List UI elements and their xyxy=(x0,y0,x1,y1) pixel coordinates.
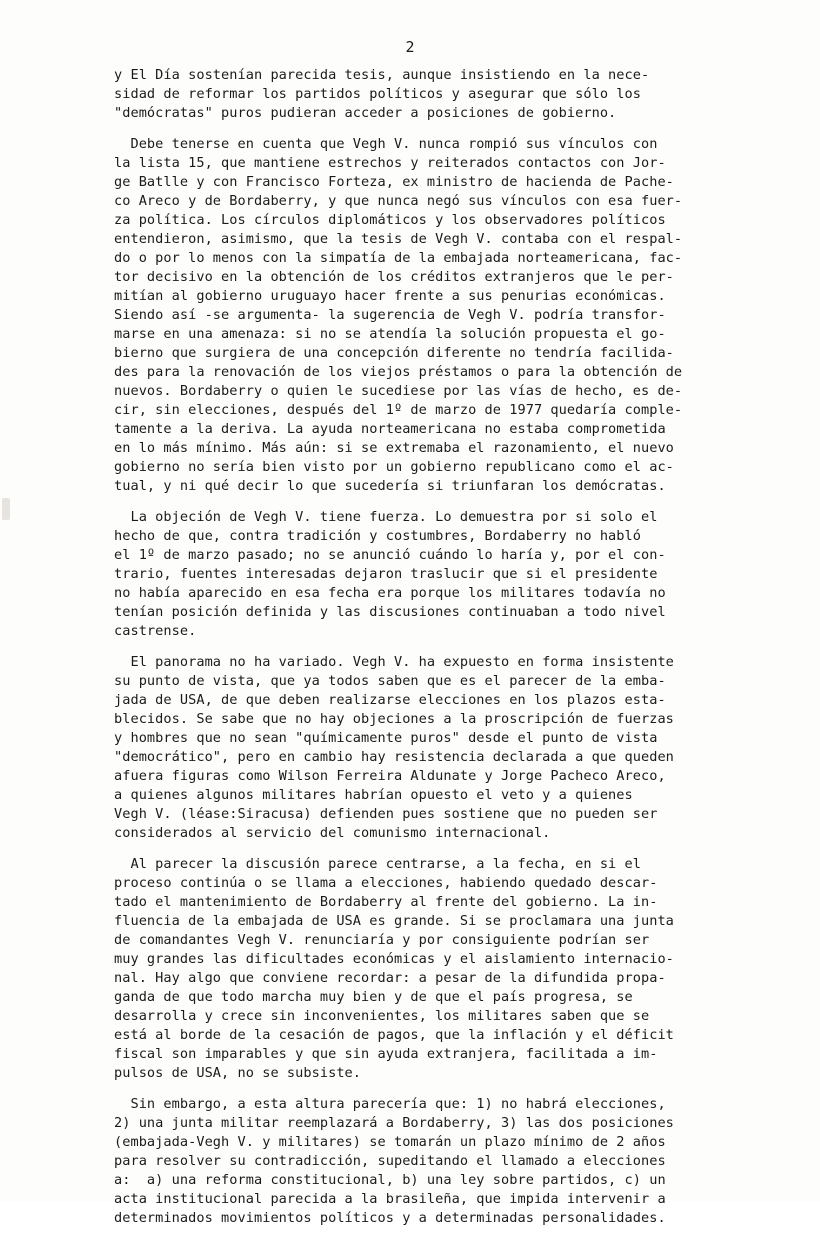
text-line: muy grandes las dificultades económicas y el aislamiento internacio- xyxy=(114,951,674,967)
text-line: Al parecer la discusión parece centrarse, a la fecha, en si el xyxy=(114,856,641,872)
text-line: determinados movimientos políticos y a determinadas personalidades. xyxy=(114,1210,666,1226)
document-body xyxy=(114,66,774,1240)
paragraph xyxy=(114,135,774,496)
text-line: (embajada-Vegh V. y militares) se tomarán un plazo mínimo de 2 años xyxy=(114,1134,666,1150)
text-line: Sin embargo, a esta altura parecería que: 1) no habrá elecciones, xyxy=(114,1096,666,1112)
text-line: "democrático", pero en cambio hay resistencia declarada a que queden xyxy=(114,749,674,765)
text-line: marse en una amenaza: si no se atendía la solución propuesta el go- xyxy=(114,326,666,342)
text-line: blecidos. Se sabe que no hay objeciones a la proscripción de fuerzas xyxy=(114,711,674,727)
text-line: gobierno no sería bien visto por un gobierno republicano como el ac- xyxy=(114,459,674,475)
text-line: la lista 15, que mantiene estrechos y reiterados contactos con Jor- xyxy=(114,155,666,171)
text-line: su punto de vista, que ya todos saben que es el parecer de la emba- xyxy=(114,673,666,689)
text-line: y El Día sostenían parecida tesis, aunque insistiendo en la nece- xyxy=(114,67,650,83)
text-line: des para la renovación de los viejos préstamos o para la obtención de xyxy=(114,364,683,380)
text-line: do o por lo menos con la simpatía de la embajada norteamericana, fac- xyxy=(114,250,683,266)
text-line: Siendo así -se argumenta- la sugerencia de Vegh V. podría transfor- xyxy=(114,307,666,323)
text-line: castrense. xyxy=(114,623,197,639)
text-line: tor decisivo en la obtención de los créditos extranjeros que le per- xyxy=(114,269,674,285)
text-line: el 1º de marzo pasado; no se anunció cuándo lo haría y, por el con- xyxy=(114,547,666,563)
text-line: afuera figuras como Wilson Ferreira Aldunate y Jorge Pacheco Areco, xyxy=(114,768,666,784)
text-line: nuevos. Bordaberry o quien le sucediese por las vías de hecho, es de- xyxy=(114,383,683,399)
text-line: Vegh V. (léase:Siracusa) defienden pues sostiene que no pueden ser xyxy=(114,806,658,822)
text-line: 2) una junta militar reemplazará a Bordaberry, 3) las dos posiciones xyxy=(114,1115,674,1131)
text-line: El panorama no ha variado. Vegh V. ha expuesto en forma insistente xyxy=(114,654,674,670)
text-line: trario, fuentes interesadas dejaron traslucir que si el presidente xyxy=(114,566,658,582)
page-number: 2 xyxy=(405,38,415,56)
paragraph xyxy=(114,66,774,123)
text-line: desarrolla y crece sin inconvenientes, los militares saben que se xyxy=(114,1008,650,1024)
text-line: co Areco y de Bordaberry, y que nunca negó sus vínculos con esa fuer- xyxy=(114,193,683,209)
text-line: ganda de que todo marcha muy bien y de que el país progresa, se xyxy=(114,989,633,1005)
paragraph xyxy=(114,653,774,843)
text-line: tual, y ni qué decir lo que sucedería si triunfaran los demócratas. xyxy=(114,478,666,494)
text-line: tado el mantenimiento de Bordaberry al frente del gobierno. La in- xyxy=(114,894,658,910)
text-line: Debe tenerse en cuenta que Vegh V. nunca rompió sus vínculos con xyxy=(114,136,658,152)
text-line: fiscal son imparables y que sin ayuda extranjera, facilitada a im- xyxy=(114,1046,658,1062)
text-line: en lo más mínimo. Más aún: si se extremaba el razonamiento, el nuevo xyxy=(114,440,674,456)
text-line: a: a) una reforma constitucional, b) una ley sobre partidos, c) un xyxy=(114,1172,666,1188)
text-line: no había aparecido en esa fecha era porque los militares todavía no xyxy=(114,585,666,601)
text-line: a quienes algunos militares habrían opuesto el veto y a quienes xyxy=(114,787,633,803)
text-line: fluencia de la embajada de USA es grande. Si se proclamara una junta xyxy=(114,913,674,929)
text-line: tenían posición definida y las discusiones continuaban a todo nivel xyxy=(114,604,666,620)
text-line: La objeción de Vegh V. tiene fuerza. Lo demuestra por si solo el xyxy=(114,509,658,525)
text-line: tamente a la deriva. La ayuda norteamericana no estaba comprometida xyxy=(114,421,666,437)
paragraph xyxy=(114,855,774,1083)
text-line: ge Batlle y con Francisco Forteza, ex ministro de hacienda de Pache- xyxy=(114,174,674,190)
paragraph xyxy=(114,508,774,641)
text-line: cir, sin elecciones, después del 1º de marzo de 1977 quedaría comple- xyxy=(114,402,683,418)
text-line: hecho de que, contra tradición y costumbres, Bordaberry no habló xyxy=(114,528,641,544)
text-line: sidad de reformar los partidos políticos y asegurar que sólo los xyxy=(114,86,641,102)
text-line: proceso continúa o se llama a elecciones, habiendo quedado descar- xyxy=(114,875,658,891)
text-line: mitían al gobierno uruguayo hacer frente a sus penurias económicas. xyxy=(114,288,666,304)
text-line: bierno que surgiera de una concepción diferente no tendría facilida- xyxy=(114,345,674,361)
text-line: para resolver su contradicción, supeditando el llamado a elecciones xyxy=(114,1153,666,1169)
text-line: y hombres que no sean "químicamente puros" desde el punto de vista xyxy=(114,730,658,746)
text-line: está al borde de la cesación de pagos, que la inflación y el déficit xyxy=(114,1027,674,1043)
text-line: de comandantes Vegh V. renunciaría y por consiguiente podrían ser xyxy=(114,932,650,948)
scan-edge-mark xyxy=(2,498,10,520)
text-line: acta institucional parecida a la brasileña, que impida intervenir a xyxy=(114,1191,666,1207)
text-line: considerados al servicio del comunismo internacional. xyxy=(114,825,551,841)
text-line: jada de USA, de que deben realizarse elecciones en los plazos esta- xyxy=(114,692,666,708)
text-line: pulsos de USA, no se subsiste. xyxy=(114,1065,362,1081)
paragraph xyxy=(114,1095,774,1228)
text-line: entendieron, asimismo, que la tesis de Vegh V. contaba con el respal- xyxy=(114,231,683,247)
text-line: nal. Hay algo que conviene recordar: a pesar de la difundida propa- xyxy=(114,970,666,986)
text-line: "demócratas" puros pudieran acceder a posiciones de gobierno. xyxy=(114,105,617,121)
text-line: za política. Los círculos diplomáticos y los observadores políticos xyxy=(114,212,666,228)
